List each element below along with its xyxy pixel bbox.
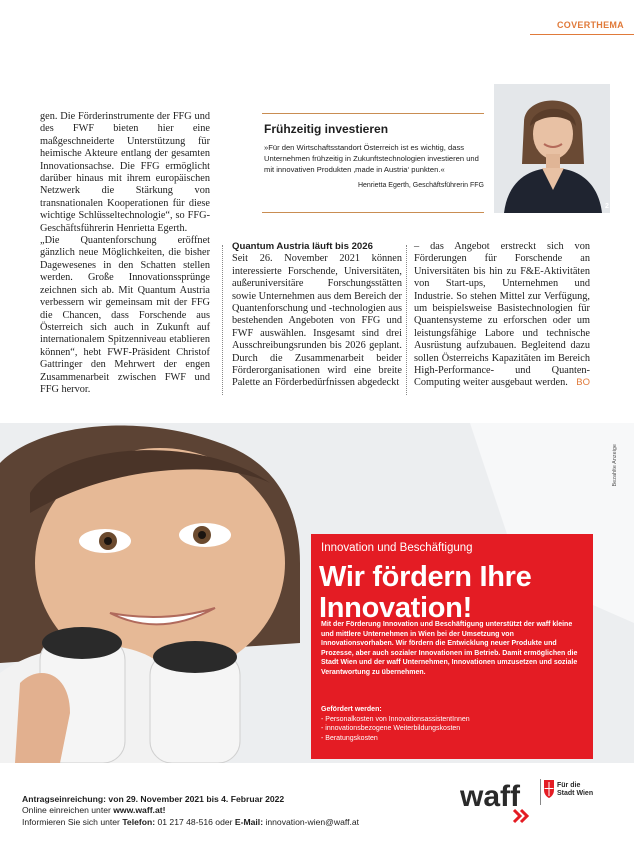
ad-deadline: Antragseinreichung: von 29. November 2021 bis 4. Februar 2022 [22,794,285,804]
article-paragraph: gen. Die Förderinstrumente der FFG und des FWF bieten hier eine maßgeschneiderte Unterstützung für heimische Akteure entlang der gesamten Innovationsachse. Die FFG ermöglicht darüber hinaus mit ihrem europäischen Netzwerk die Stärkung von transnationalen Kooperationen für diese wichtige Schlüsseltechnologie“, so FFG-Geschäftsführerin Henrietta Egerth. [40,111,210,234]
ad-headline-line: Wir fördern Ihre [319,561,532,593]
ad-list [321,715,470,743]
article-paragraph [414,241,590,390]
quote-author: Henrietta Egerth, Geschäftsführerin FFG [357,182,484,189]
ad-notice: Bezahlte Anzeige [612,444,618,487]
ad-online-label: Online einreichen unter [22,805,114,816]
ad-email-link[interactable]: innovation-wien@waff.at [263,816,360,827]
author-signoff: BO [576,377,590,389]
ad-headline [319,562,531,624]
photo-number: 2 [605,203,609,210]
ad-phone: 01 217 48-516 oder [155,816,235,827]
column-divider [406,245,407,395]
ad-footer [22,794,359,828]
ad-website-link[interactable]: www.waff.at! [113,805,166,816]
ad-headline-line: Innovation! [319,592,472,624]
column-divider [222,245,223,395]
waff-logo-graphic [460,776,600,824]
ad-email-label: E-Mail: [234,816,264,827]
ad-info-label: Informieren Sie sich unter [22,816,123,827]
quote-title: Frühzeitig investieren [264,122,389,136]
article-subheading: Quantum Austria läuft bis 2026 [232,241,373,252]
quote-box [262,113,484,213]
logo-word: waff [460,780,520,813]
ad-kicker: Innovation und Beschäftigung [321,542,473,554]
article-column-2 [232,241,402,390]
quote-text: »Für den Wirtschaftsstandort Österreich ist es wichtig, dass Unternehmen frühzeitig in Zukunftstechnologien investieren und mit innovativen Produkten ‚made in Austria‘ punkten.« [264,143,479,174]
ad-list-item: - Personalkosten von InnovationsassistentInnen [321,716,470,723]
article-paragraph: „Die Quantenforschung eröffnet gänzlich neue Möglichkeiten, die bisher Dagewesenes in den Schatten stellen werden. Große Innovationssprünge zeichnen sich ab. Mit Quantum Austria verbessern wir gemeinsam mit der FFG die Chancen, dass Forschende aus Österreich sich auch in Zukunft auf internationalem Spitzenniveau etablieren können“, hebt FWF-Präsident Christof Gattringer den Mehrwert der engen Zusammenarbeit zwischen FWF und FFG hervor. [40,235,210,395]
ad-body: Mit der Förderung Innovation und Beschäftigung unterstützt der waff kleine und mittlere Unternehmen in Wien bei der Umsetzung von Innovationsvorhaben. Wir fördern die Entwicklung neuer Produkte und Prozesse, aber auch sozialer Innovationen im Betrieb. Damit ermöglichen die Stadt Wien und der waff Unternehmen, Innovationen umzusetzen und soziale Verantwortung zu übernehmen. [321,621,578,676]
portrait-photo [494,84,610,213]
logo-city-line: Für die [557,782,581,789]
ad-phone-label: Telefon: [122,816,156,827]
waff-logo [460,776,600,824]
ad-list-item: - Beratungskosten [321,734,378,742]
section-rule [530,34,634,35]
portrait-illustration [494,84,610,213]
ad-list-item: - innovationsbezogene Weiterbildungskosten [321,725,461,733]
section-tag: COVERTHEMA [556,20,624,30]
logo-city-line: Stadt Wien [557,790,594,797]
article-text: – das Angebot erstreckt sich von Förderungen für Forschende an Universitäten bis hin zu F&E-Aktivitäten von Start-ups, Unternehmen und Industrie. So stehen Mittel zur Verfügung, um beispielsweise Basistechnologien für Quantensysteme zu erforschen oder um leistungsfähige Labore und technische Ausrüstung aufzubauen. Begleitend dazu sollen Österreichs Kapazitäten im Bereich High-Performance- und Quanten-Computing weiter ausgebaut werden. [414,241,590,389]
article-column-1 [40,111,210,396]
article-paragraph: Seit 26. November 2021 können interessierte Forschende, Universitäten, außeruniversitäre Forschungsstätten sowie Unternehmen aus dem Bereich der Quantenforschung und -technologien aus bestehenden Angeboten von FFG und FWF auswählen. Insgesamt sind drei Ausschreibungsrunden bis 2026 geplant. Durch die Zusammenarbeit beider Förderorganisationen wird eine breite Palette an Förderbedürfnissen abgedeckt [232,253,402,389]
ad-red-box [311,534,593,759]
article-column-3 [414,241,590,390]
ad-list-title: Gefördert werden: [321,706,382,713]
